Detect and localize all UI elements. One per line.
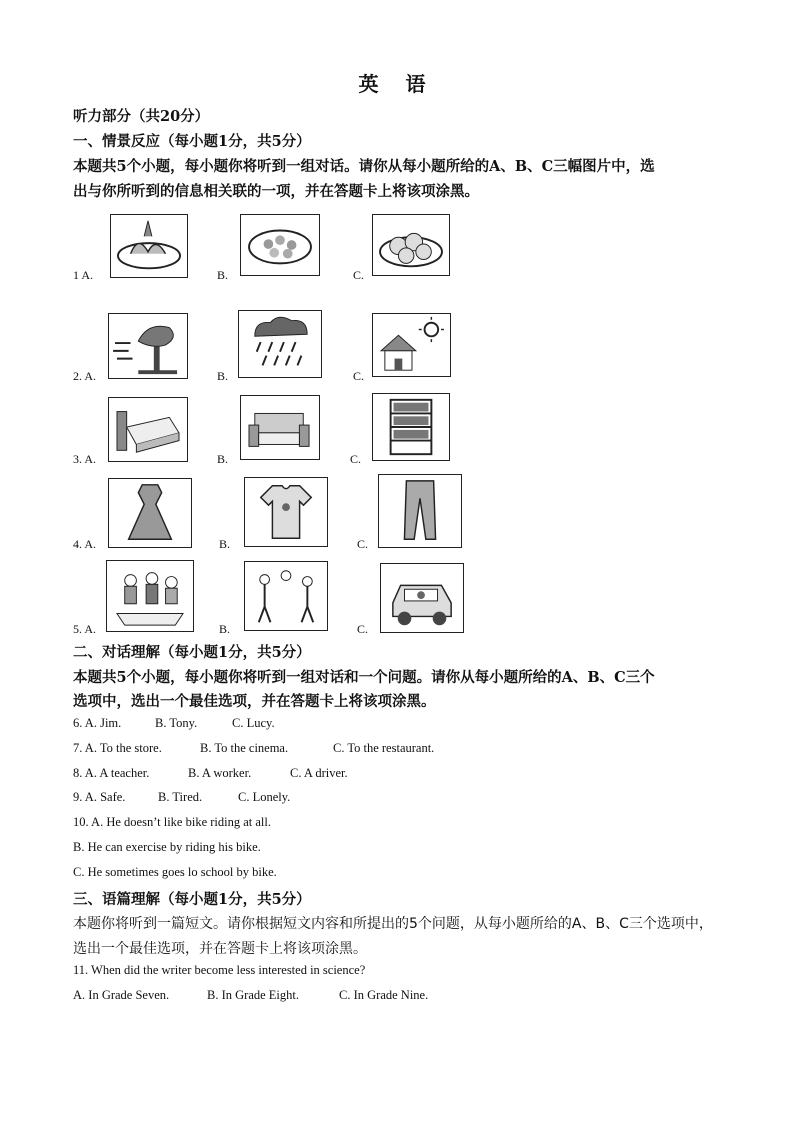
trousers-icon[interactable]: [378, 474, 462, 548]
q9-option-a[interactable]: 9. A. Safe.: [73, 790, 126, 804]
q8-option-c[interactable]: C. A driver.: [290, 766, 348, 780]
q9-option-c[interactable]: C. Lonely.: [238, 790, 291, 804]
q2-label-a: 2. A.: [73, 369, 97, 383]
dumplings-plate-icon[interactable]: [110, 214, 188, 278]
q6-option-b[interactable]: B. Tony.: [155, 716, 198, 730]
car-driver-icon[interactable]: [380, 563, 464, 633]
q1-label-a: 1 A.: [73, 268, 94, 282]
fried-food-plate-icon[interactable]: [240, 214, 320, 276]
q2-label-c: C.: [353, 369, 365, 383]
q6-option-a[interactable]: 6. A. Jim.: [73, 716, 122, 730]
section3-heading: 三、语篇理解（每小题1分，共5分）: [73, 891, 311, 908]
q7-option-a[interactable]: 7. A. To the store.: [73, 741, 162, 755]
q2-label-b: B.: [217, 369, 229, 383]
q1-label-b: B.: [217, 268, 229, 282]
bed-icon[interactable]: [108, 397, 188, 462]
q4-label-a: 4. A.: [73, 537, 97, 551]
section1-instruction-line2: 出与你所听到的信息相关联的一项，并在答题卡上将该项涂黑。: [73, 183, 479, 200]
bookcase-icon[interactable]: [372, 393, 450, 461]
q9-option-b[interactable]: B. Tired.: [158, 790, 203, 804]
q6-option-c[interactable]: C. Lucy.: [232, 716, 275, 730]
t-shirt-icon[interactable]: [244, 477, 328, 547]
sofa-icon[interactable]: [240, 395, 320, 460]
q11-question: 11. When did the writer become less interested in science?: [73, 963, 366, 977]
section2-heading: 二、对话理解（每小题1分，共5分）: [73, 644, 311, 661]
section2-instruction-line1: 本题共5个小题，每小题你将听到一组对话和一个问题。请你从每小题所给的A、B、C三个: [73, 669, 655, 686]
q8-option-a[interactable]: 8. A. A teacher.: [73, 766, 150, 780]
page-title: 英 语: [358, 72, 436, 96]
q3-label-c: C.: [350, 452, 362, 466]
section3-instruction-line2: 选出一个最佳选项，并在答题卡上将该项涂黑。: [73, 941, 367, 957]
section2-instruction-line2: 选项中，选出一个最佳选项，并在答题卡上将该项涂黑。: [73, 693, 436, 710]
q5-label-a: 5. A.: [73, 622, 97, 636]
q8-option-b[interactable]: B. A worker.: [188, 766, 252, 780]
q7-option-c[interactable]: C. To the restaurant.: [333, 741, 435, 755]
q10-option-b[interactable]: B. He can exercise by riding his bike.: [73, 840, 261, 854]
kids-playing-ball-icon[interactable]: [244, 561, 328, 631]
rain-cloud-icon[interactable]: [238, 310, 322, 378]
q3-label-b: B.: [217, 452, 229, 466]
q11-option-c[interactable]: C. In Grade Nine.: [339, 988, 429, 1002]
windy-tree-icon[interactable]: [108, 313, 188, 379]
section3-instruction-line1: 本题你将听到一篇短文。请你根据短文内容和所提出的5个问题，从每小题所给的A、B、C三个选项中，: [73, 916, 713, 932]
q4-label-b: B.: [219, 537, 231, 551]
q11-option-a[interactable]: A. In Grade Seven.: [73, 988, 170, 1002]
buns-plate-icon[interactable]: [372, 214, 450, 276]
q5-label-c: C.: [357, 622, 369, 636]
q7-option-b[interactable]: B. To the cinema.: [200, 741, 289, 755]
q10-option-c[interactable]: C. He sometimes goes lo school by bike.: [73, 865, 277, 879]
q5-label-b: B.: [219, 622, 231, 636]
q3-label-a: 3. A.: [73, 452, 97, 466]
q10-option-a[interactable]: 10. A. He doesn’t like bike riding at all.: [73, 815, 271, 829]
q1-label-c: C.: [353, 268, 365, 282]
dress-icon[interactable]: [108, 478, 192, 548]
q11-option-b[interactable]: B. In Grade Eight.: [207, 988, 299, 1002]
listening-header: 听力部分（共20分）: [73, 108, 210, 125]
section1-instruction-line1: 本题共5个小题，每小题你将听到一组对话。请你从每小题所给的A、B、C三幅图片中，选: [73, 158, 655, 175]
sunny-house-icon[interactable]: [372, 313, 451, 377]
picnic-icon[interactable]: [106, 560, 194, 632]
q4-label-c: C.: [357, 537, 369, 551]
section1-heading: 一、情景反应（每小题1分，共5分）: [73, 133, 311, 150]
